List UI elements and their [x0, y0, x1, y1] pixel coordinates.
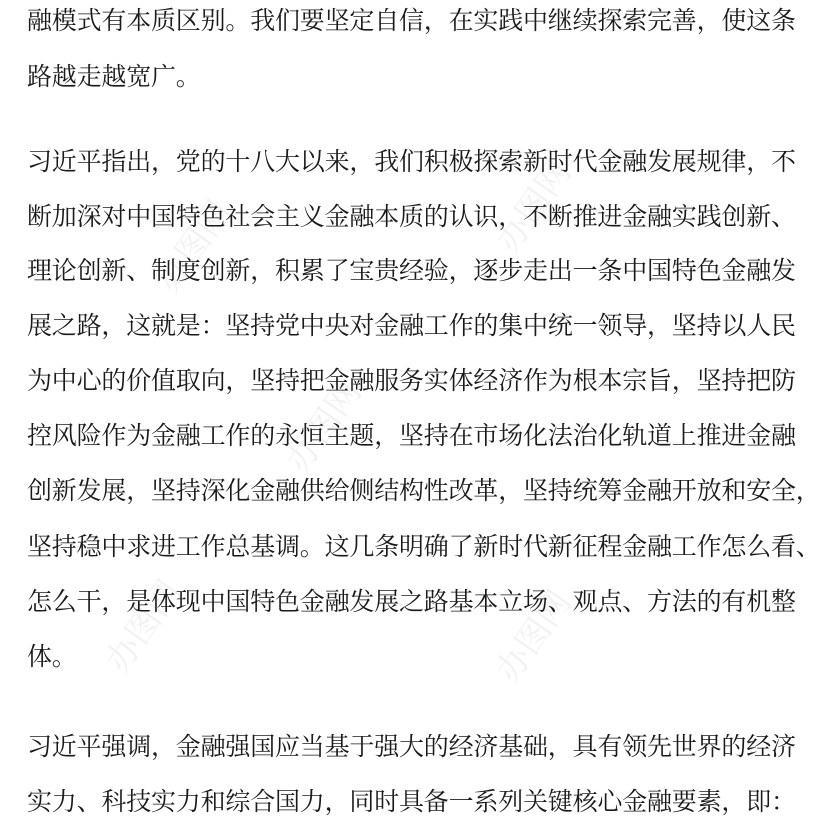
- watermark: 办图网: [488, 583, 580, 690]
- text-line: 怎么干，是体现中国特色金融发展之路基本立场、观点、方法的有机整: [27, 587, 796, 616]
- text-line: 实力、科技实力和综合国力，同时具备一系列关键核心金融要素，即：: [27, 787, 796, 816]
- text-line: 路越走越宽广。: [27, 62, 201, 91]
- text-line: 断加深对中国特色社会主义金融本质的认识，不断推进金融实践创新、: [27, 202, 796, 231]
- text-line: 习近平强调，金融强国应当基于强大的经济基础，具有领先世界的经济: [27, 732, 796, 761]
- text-line: 理论创新、制度创新，积累了宝贵经验，逐步走出一条中国特色金融发: [27, 256, 796, 285]
- text-line: 融模式有本质区别。我们要坚定自信，在实践中继续探索完善，使这条: [27, 6, 796, 35]
- watermark: 办图网: [148, 193, 240, 300]
- text-line: 控风险作为金融工作的永恒主题，坚持在市场化法治化轨道上推进金融: [27, 421, 796, 450]
- watermark: 办图网: [488, 153, 580, 260]
- watermark: 办图网: [278, 373, 370, 480]
- watermark: 办图网: [98, 573, 190, 680]
- text-line: 为中心的价值取向，坚持把金融服务实体经济作为根本宗旨，坚持把防: [27, 366, 796, 395]
- text-line: 展之路，这就是：坚持党中央对金融工作的集中统一领导，坚持以人民: [27, 311, 796, 340]
- text-line: 习近平指出，党的十八大以来，我们积极探索新时代金融发展规律，不: [27, 147, 796, 176]
- text-line: 创新发展，坚持深化金融供给侧结构性改革，坚持统筹金融开放和安全，: [27, 476, 821, 505]
- text-line: 体。: [27, 642, 77, 671]
- text-line: 坚持稳中求进工作总基调。这几条明确了新时代新征程金融工作怎么看、: [27, 532, 821, 561]
